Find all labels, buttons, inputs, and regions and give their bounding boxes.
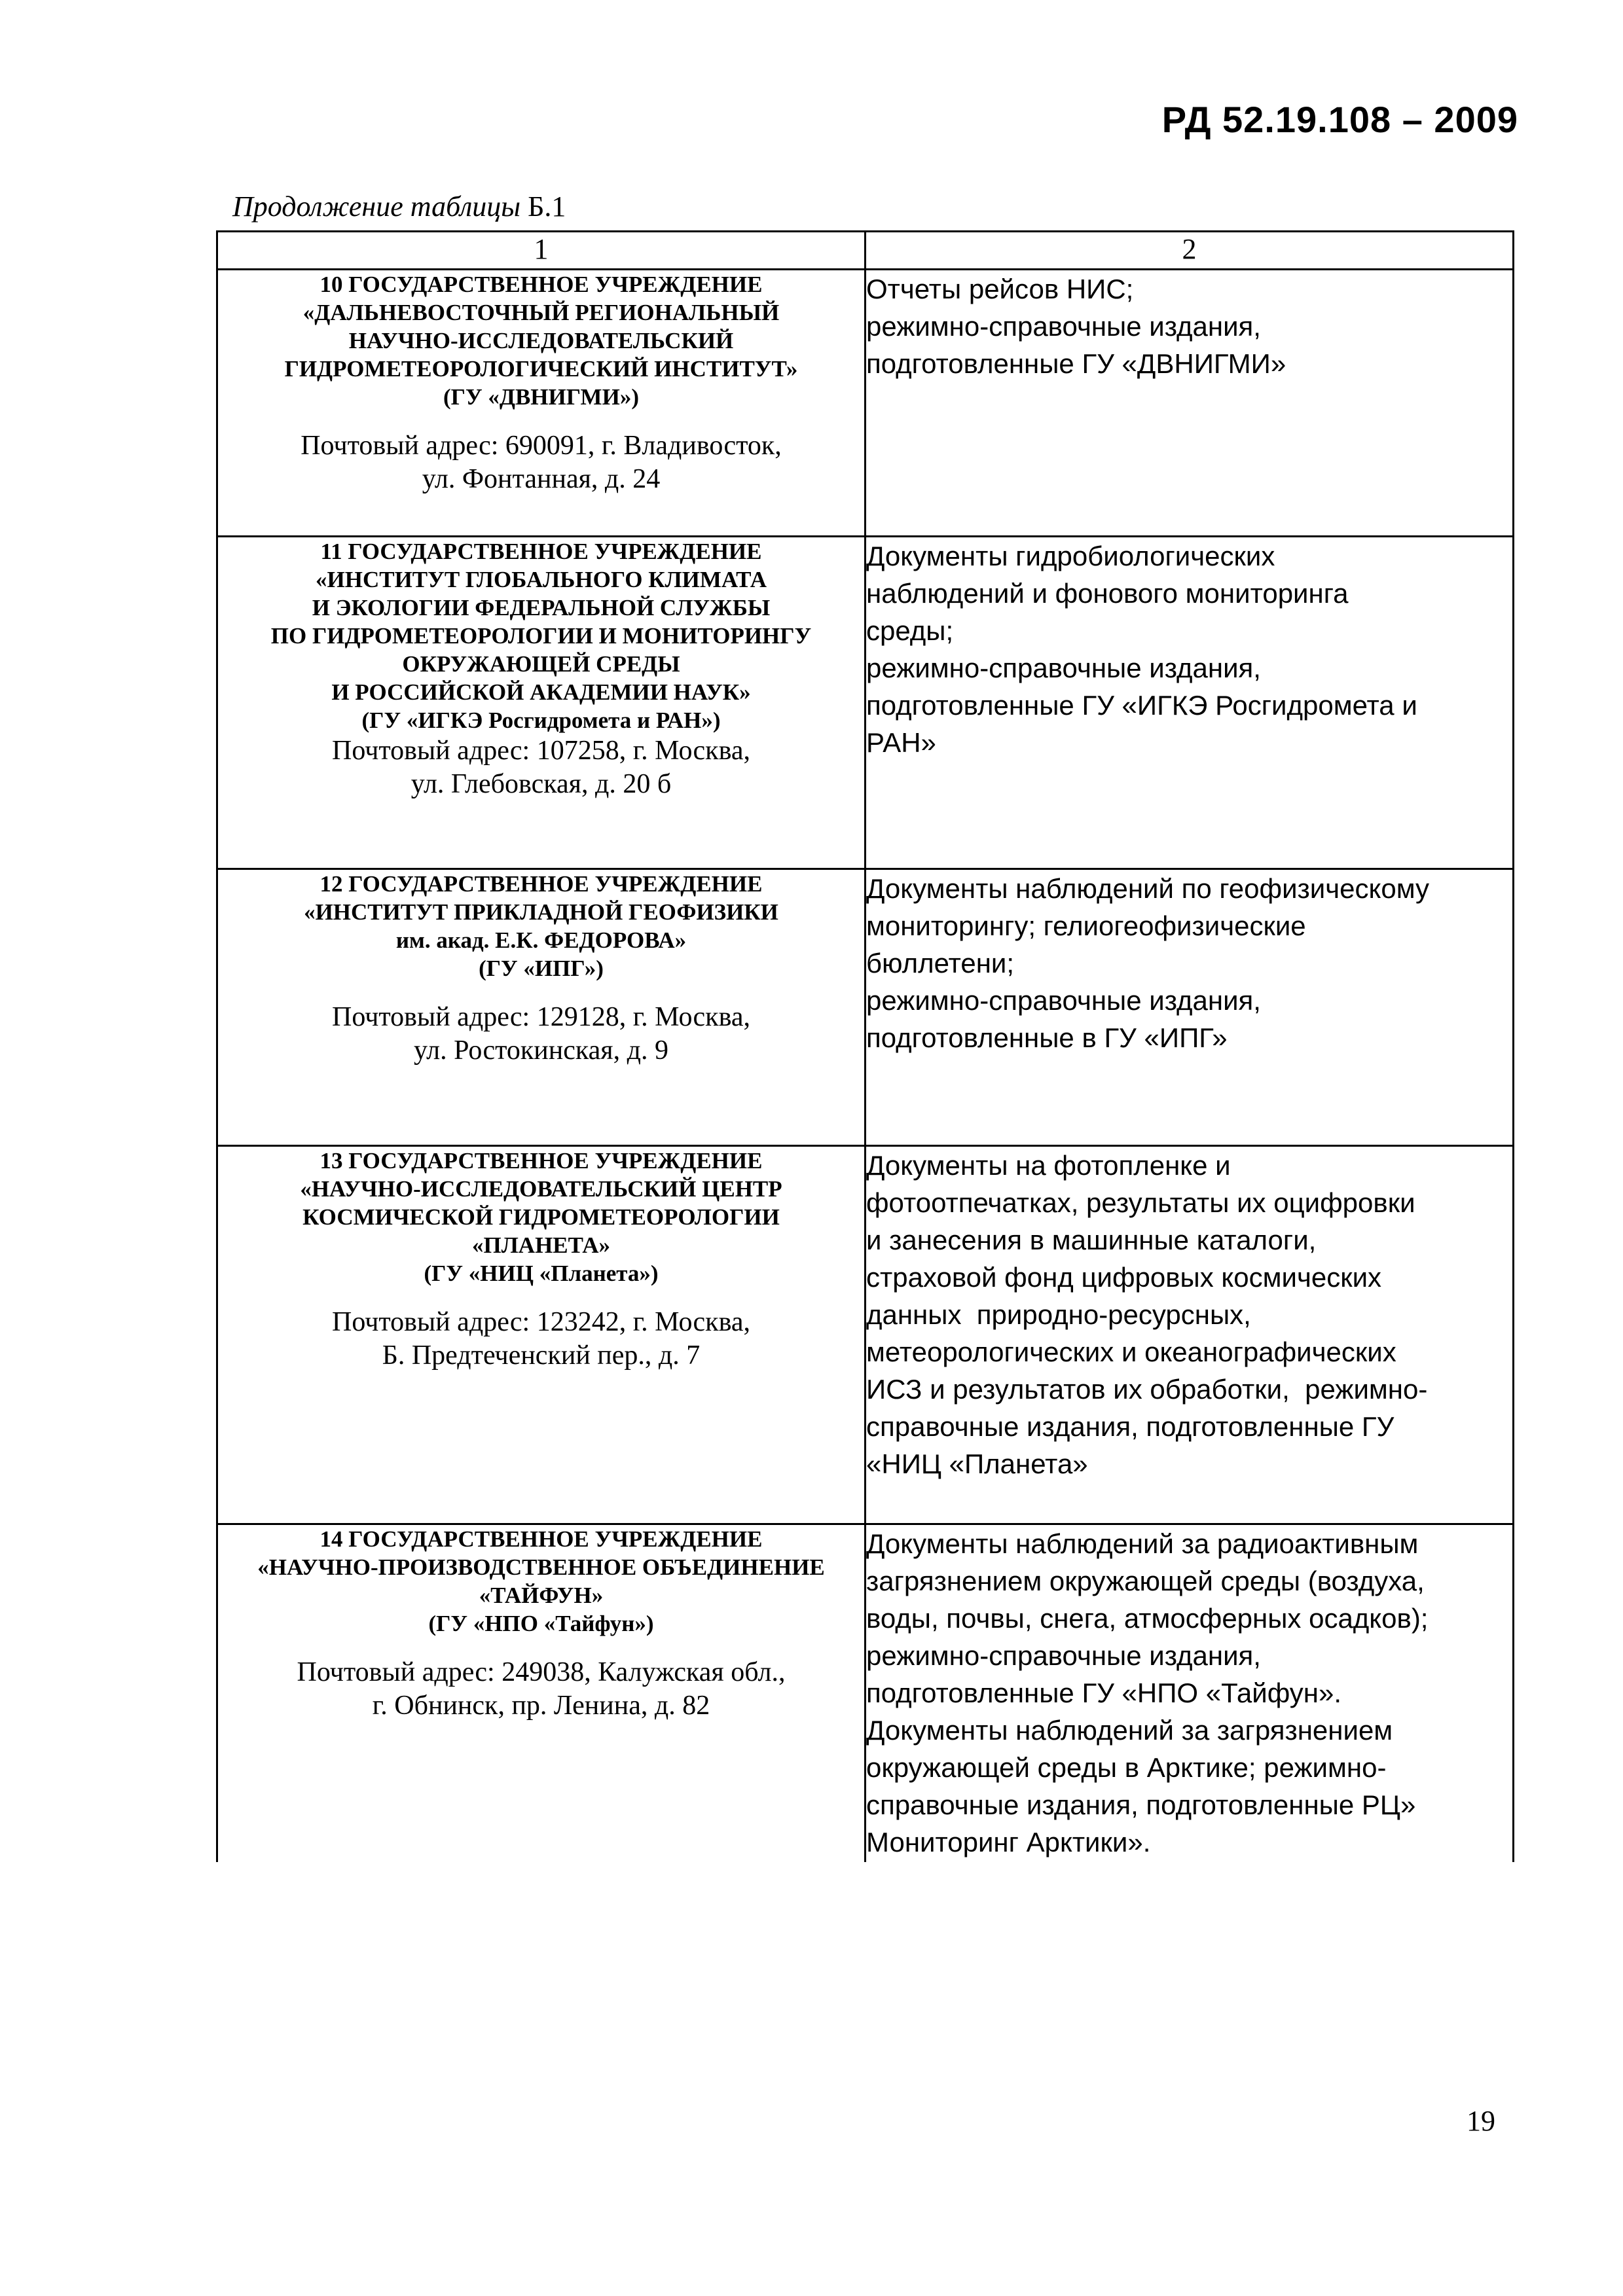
table-row [217,537,1514,869]
organization-cell [217,537,866,869]
org-line: «ТАЙФУН» [479,1583,604,1608]
docs-line: Документы наблюдений за радиоактивным [866,1528,1419,1559]
org-line: (ГУ «НИЦ «Планета») [424,1261,659,1286]
address-line: Почтовый адрес: 249038, Калужская обл., [297,1657,786,1687]
address-line: ул. Ростокинская, д. 9 [413,1035,668,1066]
organization-cell [217,1146,866,1524]
docs-line: справочные издания, подготовленные ГУ [866,1411,1395,1442]
postal-address [218,429,864,496]
organization-cell [217,270,866,537]
docs-line: режимно-справочные издания, [866,311,1261,342]
address-line: ул. Фонтанная, д. 24 [422,464,661,494]
postal-address [218,734,864,801]
org-line: (ГУ «ИГКЭ Росгидромета и РАН») [361,708,721,733]
table-row [217,869,1514,1146]
docs-line: ИСЗ и результатов их обработки, режимно- [866,1374,1428,1405]
docs-line: справочные издания, подготовленные РЦ» [866,1789,1416,1820]
documents-cell [866,1524,1514,1863]
org-line: ОКРУЖАЮЩЕЙ СРЕДЫ [402,651,680,677]
docs-line: мониторингу; гелиогеофизические [866,910,1306,941]
docs-line: Документы наблюдений по геофизическому [866,873,1430,904]
address-line: ул. Глебовская, д. 20 б [410,769,672,799]
docs-line: наблюдений и фонового мониторинга [866,578,1349,609]
table-row [217,270,1514,537]
table-body [217,270,1514,1863]
org-line: «ИНСТИТУТ ПРИКЛАДНОЙ ГЕОФИЗИКИ [304,899,778,925]
docs-line: режимно-справочные издания, [866,653,1261,683]
org-line: КОСМИЧЕСКОЙ ГИДРОМЕТЕОРОЛОГИИ [302,1204,780,1230]
docs-line: Документы на фотопленке и [866,1150,1231,1181]
org-line: «НАУЧНО-ИССЛЕДОВАТЕЛЬСКИЙ ЦЕНТР [300,1176,782,1202]
address-line: Б. Предтеченский пер., д. 7 [382,1340,701,1371]
postal-address [218,1001,864,1067]
organization-cell [217,1524,866,1863]
address-line: Почтовый адрес: 129128, г. Москва, [331,1002,750,1032]
documents-cell [866,869,1514,1146]
organizations-table [216,230,1514,1862]
org-line: (ГУ «ИПГ») [479,956,604,981]
org-line: И ЭКОЛОГИИ ФЕДЕРАЛЬНОЙ СЛУЖБЫ [312,595,771,620]
column-header-2: 2 [866,232,1514,270]
documents-cell [866,1146,1514,1524]
organization-name [218,1525,864,1638]
docs-line: страховой фонд цифровых космических [866,1262,1382,1293]
org-line: «ИНСТИТУТ ГЛОБАЛЬНОГО КЛИМАТА [316,567,767,592]
org-line: «ПЛАНЕТА» [471,1232,611,1258]
org-line: 10 ГОСУДАРСТВЕННОЕ УЧРЕЖДЕНИЕ [319,272,763,297]
org-line: 13 ГОСУДАРСТВЕННОЕ УЧРЕЖДЕНИЕ [319,1148,763,1174]
organization-name [218,270,864,411]
docs-line: режимно-справочные издания, [866,985,1261,1016]
table-header-row [217,232,1514,270]
docs-line: загрязнением окружающей среды (воздуха, [866,1566,1425,1596]
postal-address [218,1656,864,1723]
docs-line: режимно-справочные издания, [866,1640,1261,1671]
address-line: Почтовый адрес: 123242, г. Москва, [331,1307,750,1337]
org-line: «ДАЛЬНЕВОСТОЧНЫЙ РЕГИОНАЛЬНЫЙ [302,300,780,325]
docs-line: РАН» [866,727,936,758]
org-line: «НАУЧНО-ПРОИЗВОДСТВЕННОЕ ОБЪЕДИНЕНИЕ [257,1554,825,1580]
document-code: РД 52.19.108 – 2009 [1161,99,1518,140]
docs-line: и занесения в машинные каталоги, [866,1225,1317,1255]
table-caption-number: Б.1 [528,190,566,223]
organization-name [218,870,864,982]
docs-line: воды, почвы, снега, атмосферных осадков); [866,1603,1429,1634]
docs-line: Мониторинг Арктики». [866,1827,1151,1857]
documents-cell [866,537,1514,869]
org-line: НАУЧНО-ИССЛЕДОВАТЕЛЬСКИЙ [348,328,734,353]
address-line: Почтовый адрес: 690091, г. Владивосток, [301,431,782,461]
docs-line: среды; [866,615,954,646]
docs-line: данных природно-ресурсных, [866,1299,1251,1330]
docs-line: Отчеты рейсов НИС; [866,274,1134,304]
docs-line: подготовленные в ГУ «ИПГ» [866,1022,1228,1053]
table-row [217,1524,1514,1863]
docs-line: фотоотпечатках, результаты их оцифровки [866,1187,1415,1218]
page-number: 19 [1467,2105,1495,2137]
table-caption [232,190,566,223]
docs-line: метеорологических и океанографических [866,1336,1396,1367]
org-line: ГИДРОМЕТЕОРОЛОГИЧЕСКИЙ ИНСТИТУТ» [284,356,798,382]
docs-line: Документы наблюдений за загрязнением [866,1715,1393,1746]
org-line: (ГУ «ДВНИГМИ») [443,384,639,410]
org-line: ПО ГИДРОМЕТЕОРОЛОГИИ И МОНИТОРИНГУ [270,623,812,649]
docs-line: бюллетени; [866,948,1015,978]
documents-cell [866,270,1514,537]
docs-line: окружающей среды в Арктике; режимно- [866,1752,1387,1783]
address-line: г. Обнинск, пр. Ленина, д. 82 [372,1691,710,1721]
org-line: (ГУ «НПО «Тайфун») [428,1611,654,1636]
docs-line: подготовленные ГУ «НПО «Тайфун». [866,1677,1342,1708]
column-header-1: 1 [217,232,866,270]
docs-line: подготовленные ГУ «ДВНИГМИ» [866,348,1286,379]
organization-name [218,1147,864,1287]
docs-line: подготовленные ГУ «ИГКЭ Росгидромета и [866,690,1417,721]
org-line: 14 ГОСУДАРСТВЕННОЕ УЧРЕЖДЕНИЕ [319,1526,763,1552]
table-caption-text: Продолжение таблицы [232,190,521,223]
postal-address [218,1306,864,1372]
org-line: 11 ГОСУДАРСТВЕННОЕ УЧРЕЖДЕНИЕ [320,539,762,564]
address-line: Почтовый адрес: 107258, г. Москва, [331,736,750,766]
org-line: им. акад. Е.К. ФЕДОРОВА» [395,927,687,953]
table-row [217,1146,1514,1524]
org-line: 12 ГОСУДАРСТВЕННОЕ УЧРЕЖДЕНИЕ [319,871,763,897]
docs-line: Документы гидробиологических [866,541,1275,571]
docs-line: «НИЦ «Планета» [866,1448,1088,1479]
organization-name [218,537,864,734]
organization-cell [217,869,866,1146]
org-line: И РОССИЙСКОЙ АКАДЕМИИ НАУК» [331,679,751,705]
